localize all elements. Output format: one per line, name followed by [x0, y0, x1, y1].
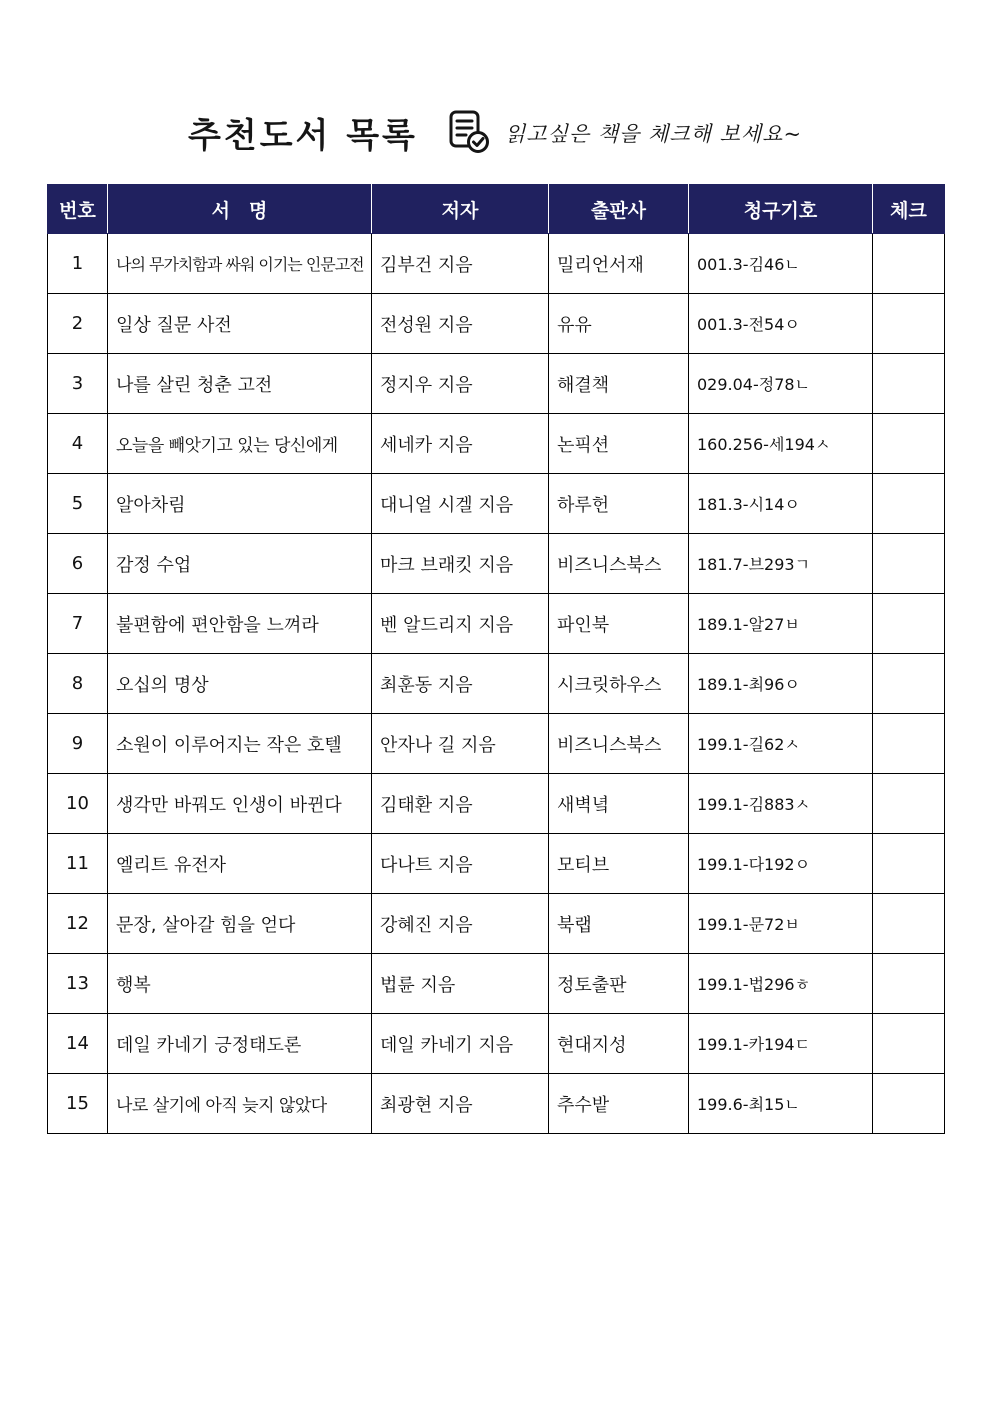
book-publisher: 새벽녘 — [549, 774, 689, 834]
row-number: 6 — [48, 534, 108, 594]
row-number: 8 — [48, 654, 108, 714]
book-publisher: 밀리언서재 — [549, 234, 689, 294]
row-number: 15 — [48, 1074, 108, 1134]
book-publisher: 해결책 — [549, 354, 689, 414]
column-header-title: 서 명 — [108, 185, 372, 234]
book-publisher: 비즈니스북스 — [549, 714, 689, 774]
table-header-row — [48, 185, 945, 234]
book-author: 김태환 지음 — [372, 774, 549, 834]
call-number: 189.1-알27ㅂ — [689, 594, 873, 654]
book-list-table — [47, 184, 945, 1134]
check-box[interactable] — [873, 1074, 945, 1134]
book-publisher: 현대지성 — [549, 1014, 689, 1074]
table-row — [48, 1074, 945, 1134]
call-number: 199.1-길62ㅅ — [689, 714, 873, 774]
call-number: 181.7-브293ㄱ — [689, 534, 873, 594]
row-number: 1 — [48, 234, 108, 294]
table-row — [48, 954, 945, 1014]
check-box[interactable] — [873, 654, 945, 714]
check-box[interactable] — [873, 954, 945, 1014]
book-author: 세네카 지음 — [372, 414, 549, 474]
check-box[interactable] — [873, 774, 945, 834]
table-row — [48, 1014, 945, 1074]
book-title: 불편함에 편안함을 느껴라 — [108, 594, 372, 654]
check-box[interactable] — [873, 414, 945, 474]
table-row — [48, 414, 945, 474]
table-row — [48, 714, 945, 774]
book-title: 나를 살린 청춘 고전 — [108, 354, 372, 414]
book-publisher: 시크릿하우스 — [549, 654, 689, 714]
book-publisher: 유유 — [549, 294, 689, 354]
book-author: 최광현 지음 — [372, 1074, 549, 1134]
table-row — [48, 834, 945, 894]
book-author: 다나트 지음 — [372, 834, 549, 894]
book-publisher: 정토출판 — [549, 954, 689, 1014]
book-title: 소원이 이루어지는 작은 호텔 — [108, 714, 372, 774]
call-number: 199.6-최15ㄴ — [689, 1074, 873, 1134]
book-author: 전성원 지음 — [372, 294, 549, 354]
call-number: 160.256-세194ㅅ — [689, 414, 873, 474]
book-publisher: 하루헌 — [549, 474, 689, 534]
row-number: 11 — [48, 834, 108, 894]
row-number: 12 — [48, 894, 108, 954]
book-title: 데일 카네기 긍정태도론 — [108, 1014, 372, 1074]
check-box[interactable] — [873, 534, 945, 594]
page-subtitle: 읽고싶은 책을 체크해 보세요~ — [505, 122, 803, 146]
call-number: 199.1-카194ㄷ — [689, 1014, 873, 1074]
table-row — [48, 774, 945, 834]
book-title: 오늘을 빼앗기고 있는 당신에게 — [108, 414, 372, 474]
book-author: 벤 알드리지 지음 — [372, 594, 549, 654]
book-publisher: 추수밭 — [549, 1074, 689, 1134]
call-number: 189.1-최96ㅇ — [689, 654, 873, 714]
check-box[interactable] — [873, 714, 945, 774]
check-box[interactable] — [873, 894, 945, 954]
checklist-document-icon — [448, 110, 490, 154]
call-number: 029.04-정78ㄴ — [689, 354, 873, 414]
row-number: 9 — [48, 714, 108, 774]
call-number: 181.3-시14ㅇ — [689, 474, 873, 534]
table-row — [48, 534, 945, 594]
row-number: 2 — [48, 294, 108, 354]
row-number: 5 — [48, 474, 108, 534]
page-title: 추천도서 목록 — [188, 116, 418, 156]
call-number: 199.1-법296ㅎ — [689, 954, 873, 1014]
check-box[interactable] — [873, 834, 945, 894]
row-number: 7 — [48, 594, 108, 654]
book-author: 강혜진 지음 — [372, 894, 549, 954]
row-number: 4 — [48, 414, 108, 474]
book-title: 행복 — [108, 954, 372, 1014]
book-author: 마크 브래킷 지음 — [372, 534, 549, 594]
row-number: 13 — [48, 954, 108, 1014]
table-row — [48, 354, 945, 414]
check-box[interactable] — [873, 1014, 945, 1074]
check-box[interactable] — [873, 294, 945, 354]
column-header-check: 체크 — [873, 185, 945, 234]
call-number: 001.3-전54ㅇ — [689, 294, 873, 354]
page-header — [0, 100, 992, 164]
book-title: 일상 질문 사전 — [108, 294, 372, 354]
row-number: 3 — [48, 354, 108, 414]
book-title: 오십의 명상 — [108, 654, 372, 714]
row-number: 10 — [48, 774, 108, 834]
table-row — [48, 474, 945, 534]
book-author: 최훈동 지음 — [372, 654, 549, 714]
table-row — [48, 294, 945, 354]
book-author: 안자나 길 지음 — [372, 714, 549, 774]
book-author: 데일 카네기 지음 — [372, 1014, 549, 1074]
book-author: 정지우 지음 — [372, 354, 549, 414]
book-title: 문장, 살아갈 힘을 얻다 — [108, 894, 372, 954]
book-publisher: 모티브 — [549, 834, 689, 894]
book-publisher: 북랩 — [549, 894, 689, 954]
table-row — [48, 594, 945, 654]
call-number: 199.1-문72ㅂ — [689, 894, 873, 954]
book-title: 생각만 바꿔도 인생이 바뀐다 — [108, 774, 372, 834]
column-header-call-number: 청구기호 — [689, 185, 873, 234]
column-header-author: 저자 — [372, 185, 549, 234]
book-title: 알아차림 — [108, 474, 372, 534]
book-publisher: 논픽션 — [549, 414, 689, 474]
book-title: 감정 수업 — [108, 534, 372, 594]
table-row — [48, 234, 945, 294]
book-title: 나의 무가치함과 싸워 이기는 인문고전 — [108, 234, 372, 294]
column-header-publisher: 출판사 — [549, 185, 689, 234]
column-header-number: 번호 — [48, 185, 108, 234]
table-row — [48, 654, 945, 714]
book-title: 엘리트 유전자 — [108, 834, 372, 894]
table-row — [48, 894, 945, 954]
book-title: 나로 살기에 아직 늦지 않았다 — [108, 1074, 372, 1134]
call-number: 199.1-다192ㅇ — [689, 834, 873, 894]
call-number: 199.1-김883ㅅ — [689, 774, 873, 834]
check-box[interactable] — [873, 354, 945, 414]
check-box[interactable] — [873, 234, 945, 294]
call-number: 001.3-김46ㄴ — [689, 234, 873, 294]
book-author: 김부건 지음 — [372, 234, 549, 294]
book-publisher: 비즈니스북스 — [549, 534, 689, 594]
book-publisher: 파인북 — [549, 594, 689, 654]
row-number: 14 — [48, 1014, 108, 1074]
check-box[interactable] — [873, 474, 945, 534]
book-author: 대니얼 시겔 지음 — [372, 474, 549, 534]
check-box[interactable] — [873, 594, 945, 654]
book-author: 법륜 지음 — [372, 954, 549, 1014]
